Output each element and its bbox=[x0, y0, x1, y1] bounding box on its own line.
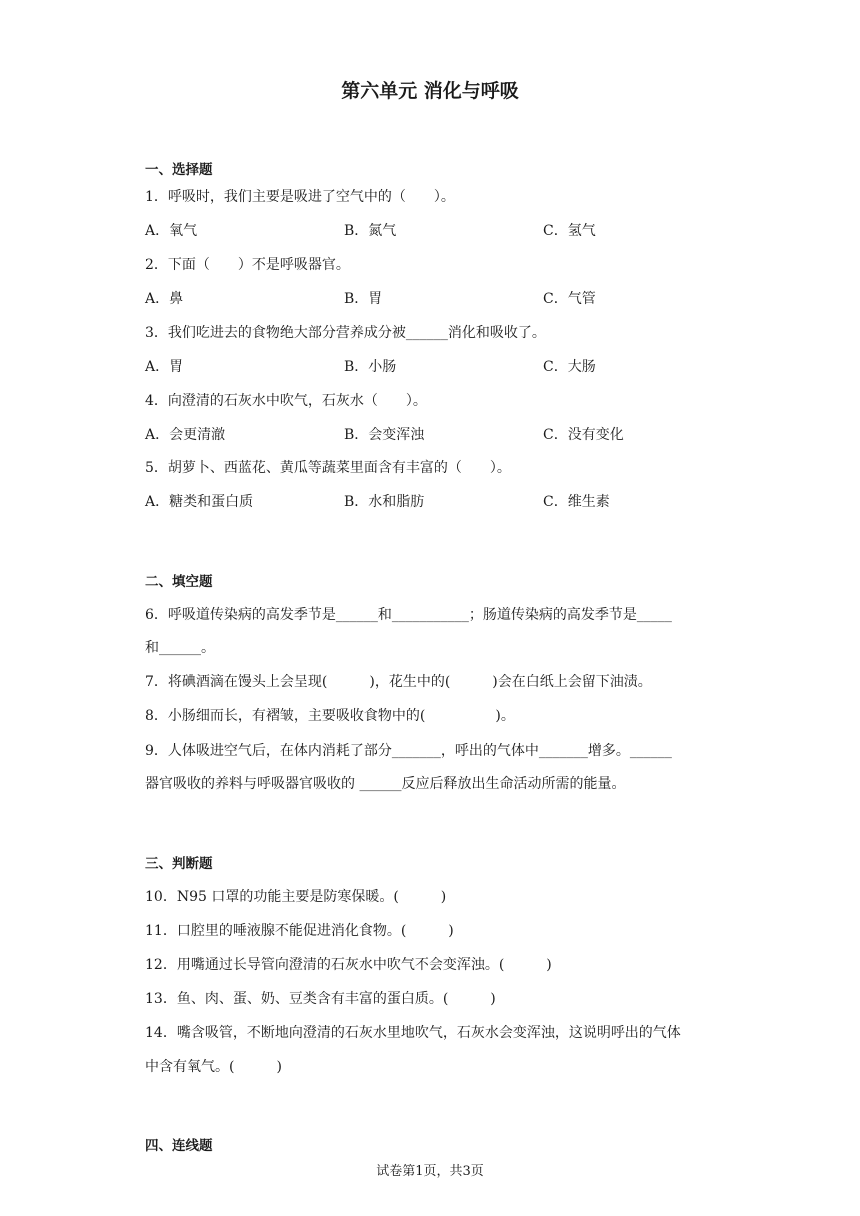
question-3: 3．我们吃进去的食物绝大部分营养成分被______消化和吸收了。 bbox=[145, 325, 546, 341]
page-footer: 试卷第1页，共3页 bbox=[376, 1164, 484, 1179]
option-4a: A．会更清澈 bbox=[145, 427, 226, 443]
section-heading-judge: 三、判断题 bbox=[145, 856, 213, 872]
question-13: 13．鱼、肉、蛋、奶、豆类含有丰富的蛋白质。( ) bbox=[145, 991, 496, 1007]
option-5c: C．维生素 bbox=[543, 494, 610, 510]
option-1a: A．氧气 bbox=[145, 223, 198, 239]
question-4: 4．向澄清的石灰水中吹气，石灰水（ ）。 bbox=[145, 393, 427, 409]
option-2b: B．胃 bbox=[344, 291, 383, 307]
question-10: 10．N95 口罩的功能主要是防寒保暖。( ) bbox=[145, 889, 447, 905]
question-7: 7．将碘酒滴在馒头上会呈现( )，花生中的( )会在白纸上会留下油渍。 bbox=[145, 674, 652, 690]
option-3a: A．胃 bbox=[145, 359, 184, 375]
question-5: 5．胡萝卜、西蓝花、黄瓜等蔬菜里面含有丰富的（ ）。 bbox=[145, 460, 511, 476]
section-heading-choice: 一、选择题 bbox=[145, 162, 213, 178]
question-9-line2: 器官吸收的养料与呼吸器官吸收的 ______反应后释放出生命活动所需的能量。 bbox=[145, 776, 626, 792]
question-8: 8．小肠细而长，有褶皱，主要吸收食物中的( )。 bbox=[145, 708, 515, 724]
option-1c: C．氢气 bbox=[543, 223, 596, 239]
option-5a: A．糖类和蛋白质 bbox=[145, 494, 254, 510]
question-9-line1: 9．人体吸进空气后，在体内消耗了部分_______，呼出的气体中_______增多。______ bbox=[145, 743, 672, 759]
section-heading-matching: 四、连线题 bbox=[145, 1138, 213, 1154]
question-2: 2．下面（ ）不是呼吸器官。 bbox=[145, 257, 350, 273]
question-12: 12．用嘴通过长导管向澄清的石灰水中吹气不会变浑浊。( ) bbox=[145, 957, 552, 973]
section-heading-fill: 二、填空题 bbox=[145, 574, 213, 590]
option-3b: B．小肠 bbox=[344, 359, 397, 375]
question-6-line1: 6．呼吸道传染病的高发季节是______和___________；肠道传染病的高发季节是_____ bbox=[145, 607, 672, 623]
option-4c: C．没有变化 bbox=[543, 427, 624, 443]
option-4b: B．会变浑浊 bbox=[344, 427, 425, 443]
option-2c: C．气管 bbox=[543, 291, 596, 307]
question-14-line2: 中含有氧气。( ) bbox=[145, 1059, 282, 1075]
question-1: 1．呼吸时，我们主要是吸进了空气中的（ ）。 bbox=[145, 189, 455, 205]
option-5b: B．水和脂肪 bbox=[344, 494, 425, 510]
option-1b: B．氮气 bbox=[344, 223, 397, 239]
question-6-line2: 和______。 bbox=[145, 640, 215, 656]
option-2a: A．鼻 bbox=[145, 291, 184, 307]
page-title: 第六单元 消化与呼吸 bbox=[341, 80, 519, 102]
question-11: 11．口腔里的唾液腺不能促进消化食物。( ) bbox=[145, 923, 454, 939]
question-14-line1: 14．嘴含吸管，不断地向澄清的石灰水里地吹气，石灰水会变浑浊，这说明呼出的气体 bbox=[145, 1025, 681, 1041]
option-3c: C．大肠 bbox=[543, 359, 596, 375]
